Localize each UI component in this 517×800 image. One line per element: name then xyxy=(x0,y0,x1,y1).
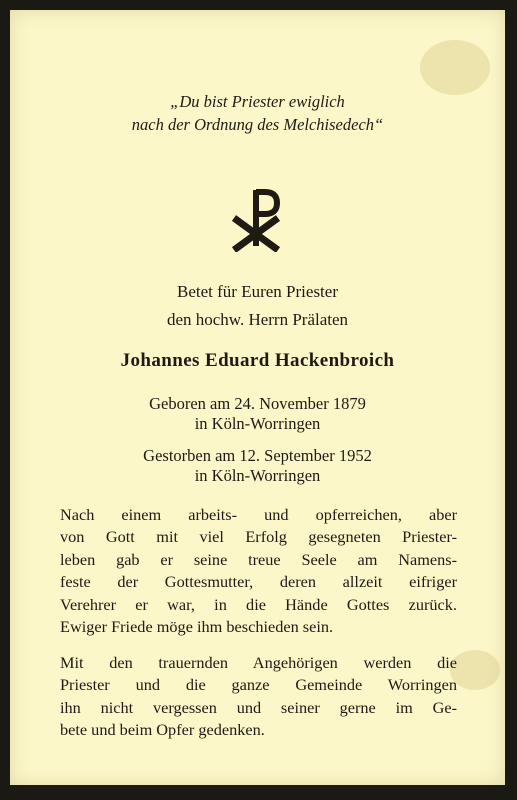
remembrance-paragraph xyxy=(60,652,457,742)
death-place: in Köln-Worringen xyxy=(194,466,321,485)
birth-place: in Köln-Worringen xyxy=(194,414,321,433)
deceased-name: Johannes Eduard Hackenbroich xyxy=(120,350,395,371)
paragraph-line: ihn nicht vergessen und seiner gerne im Ge- xyxy=(60,697,457,717)
life-dates xyxy=(10,394,505,486)
memorial-card xyxy=(10,10,505,785)
birth-date: Geboren am 24. November 1879 xyxy=(149,394,366,413)
paragraph-line: leben gab er seine treue Seele am Namens- xyxy=(60,549,457,569)
death-date: Gestorben am 12. September 1952 xyxy=(143,446,372,465)
chi-rho-icon xyxy=(226,182,286,252)
prayer-line: den hochw. Herrn Prälaten xyxy=(166,310,349,329)
verse-line: „Du bist Priester ewiglich xyxy=(170,92,345,111)
biography-paragraph xyxy=(60,504,457,638)
paragraph-line: feste der Gottesmutter, deren allzeit eifriger xyxy=(60,572,457,592)
paragraph-line: Verehrer er war, in die Hände Gottes zurück. xyxy=(60,594,457,614)
prayer-request xyxy=(10,278,505,334)
paper-stain xyxy=(450,650,500,690)
paragraph-line: Mit den trauernden Angehörigen werden die xyxy=(60,653,457,672)
paragraph-line: von Gott mit viel Erfolg gesegneten Priester- xyxy=(60,527,457,547)
paragraph-line: bete und beim Opfer gedenken. xyxy=(60,720,265,740)
paper-stain xyxy=(420,40,490,95)
scripture-verse xyxy=(10,90,505,136)
paragraph-line: Ewiger Friede möge ihm beschieden sein. xyxy=(60,617,334,637)
paragraph-line: Priester und die ganze Gemeinde Worringen xyxy=(60,675,457,695)
prayer-line: Betet für Euren Priester xyxy=(177,282,338,301)
verse-line: nach der Ordnung des Melchisedech“ xyxy=(131,115,384,134)
paragraph-line: Nach einem arbeits- und opferreichen, aber xyxy=(60,505,457,524)
